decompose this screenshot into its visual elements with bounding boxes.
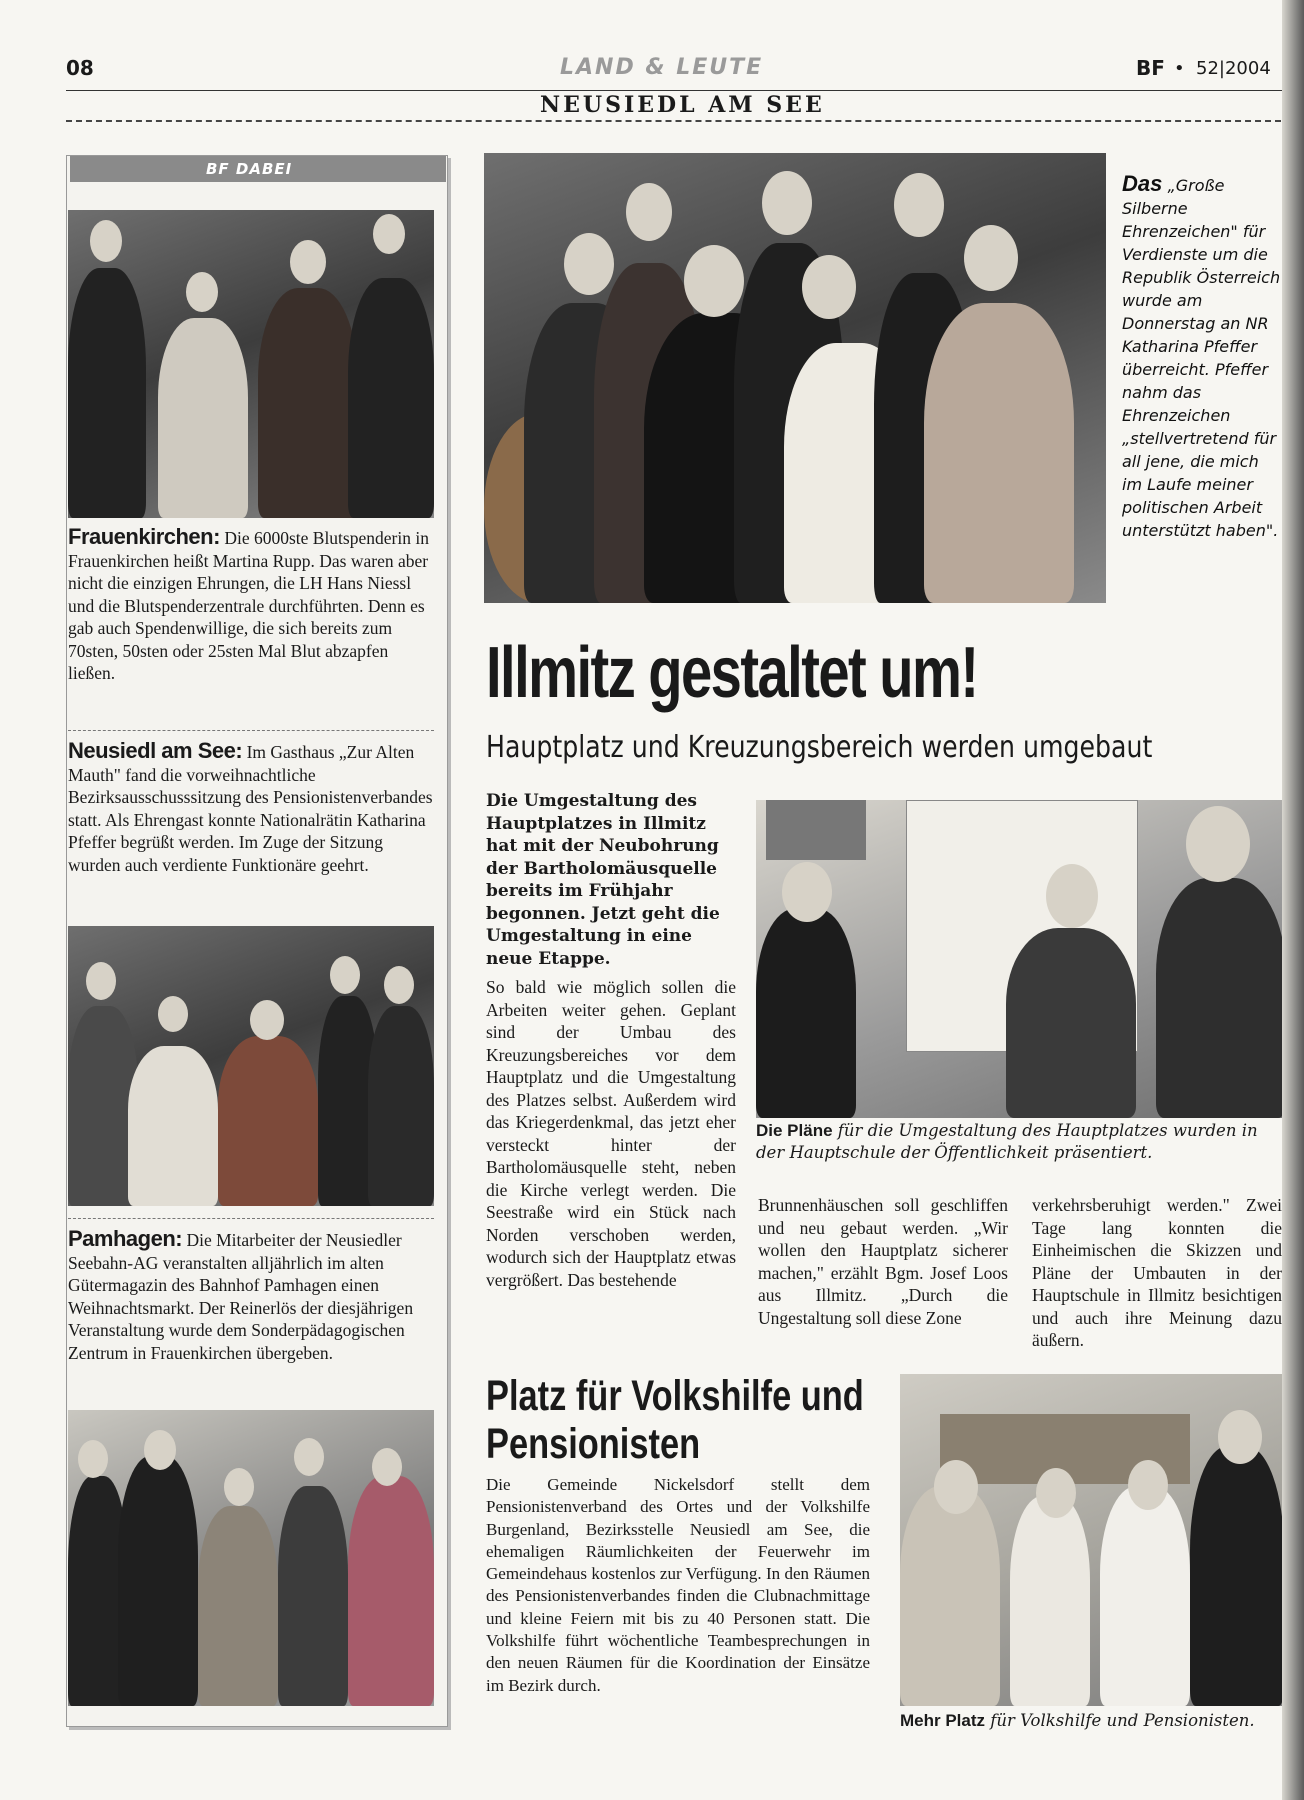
- page-edge-shadow: [1282, 0, 1304, 1800]
- sidebar-separator: [68, 1218, 434, 1219]
- sidebar-item-text: Im Gasthaus „Zur Alten Mauth" fand die vorweihnachtliche Bezirksausschusssitzung des Pensionistenverbandes statt. Als Ehrengast konnte Nationalrätin Katharina Pfeffer begrüßt werden. Im Zuge der Sitzung wurden auch verdiente Funktionäre geehrt.: [68, 742, 433, 875]
- caption-lead: Das: [1122, 171, 1163, 196]
- caption-text: für die Umgestaltung des Hauptplatzes wurden in der Hauptschule der Öffentlichkeit präsentiert.: [756, 1121, 1258, 1162]
- photo-frauenkirchen: [68, 210, 434, 518]
- caption-plans: [756, 1120, 1276, 1164]
- caption-text: für Volkshilfe und Pensionisten.: [990, 1711, 1255, 1730]
- column-text: verkehrsberuhigt werden." Zwei Tage lang konnten die Einheimischen die Skizzen und Pläne der Umbauten in der Hauptschule in Illmitz besichtigen und auch ihre Meinung dazu äußern.: [1032, 1195, 1282, 1350]
- photo-neusiedl: [68, 926, 434, 1206]
- photo-ehrenzeichen: [484, 153, 1106, 603]
- photo-nickelsdorf: [900, 1374, 1284, 1706]
- sidebar-label: BF DABEI: [70, 156, 446, 182]
- place-heading: NEUSIEDL AM SEE: [540, 92, 825, 118]
- sidebar-item-pamhagen: [68, 1228, 438, 1364]
- sidebar-item-neusiedl: [68, 740, 438, 876]
- caption-lead: Die Pläne: [756, 1121, 833, 1140]
- headline-nickelsdorf: [486, 1372, 864, 1468]
- photo-pamhagen: [68, 1410, 434, 1706]
- article-text: Die Gemeinde Nickelsdorf stellt dem Pensionistenverband des Ortes und der Volkshilfe Burgenland, Bezirksstelle Neusiedl am See, die ehemaligen Räumlichkeiten der Feuerwehr im Gemeindehaus kostenlos zur Verfügung. In den Räumen des Pensionistenverbandes finden die Clubnachmittage und kleine Feiern mit bis zu 40 Personen statt. Die Volkshilfe führt wöchentliche Teambesprechungen in den neuen Räumen für die Koordination der Einsätze im Bezirk durch.: [486, 1475, 870, 1695]
- header-bullet: •: [1174, 58, 1185, 79]
- sidebar-item-lead: Neusiedl am See:: [68, 738, 243, 763]
- column-illmitz-1: [486, 976, 736, 1291]
- sidebar-item-text: Die Mitarbeiter der Neusiedler Seebahn-AG veranstalten alljährlich im alten Gütermagazin des Bahnhof Pamhagen einen Weihnachtsmarkt. Der Reinerlös der diesjährigen Veranstaltung wurde dem Sonderpädagogischen Zentrum in Frauenkirchen übergeben.: [68, 1230, 414, 1363]
- caption-text: „Große Silberne Ehrenzeichen" für Verdienste um die Republik Österreich wurde am Donnerstag an NR Katharina Pfeffer überreicht. Pfeffer nahm das Ehrenzeichen „stellvertretend für all jene, die mich im Laufe meiner politischen Arbeit unterstützt haben".: [1122, 176, 1281, 540]
- photo-plans: [756, 800, 1286, 1118]
- subhead-illmitz: Hauptplatz und Kreuzungsbereich werden umgebaut: [486, 730, 1153, 765]
- caption-nickelsdorf: [900, 1710, 1284, 1732]
- header-rule: [66, 90, 1291, 91]
- column-illmitz-2: [758, 1194, 1008, 1329]
- column-text: So bald wie möglich sollen die Arbeiten weiter gehen. Geplant sind der Umbau des Kreuzungsbereiches vor dem Hauptplatz und die Umgestaltung des Platzes selbst. Außerdem wird das Kriegerdenkmal, das jetzt eher versteckt hinter der Bartholomäusquelle steht, neben die Kirche verlegt werden. Die Seestraße wird ein Stück nach Norden verschoben werden, wodurch sich der Hauptplatz etwas vergrößert. Das bestehende: [486, 977, 736, 1290]
- caption-ehrenzeichen: [1122, 172, 1282, 542]
- column-illmitz-3: [1032, 1194, 1282, 1352]
- issue-number: 52|2004: [1196, 58, 1271, 79]
- headline-line: Pensionisten: [486, 1420, 701, 1468]
- intro-text: Die Umgestaltung des Hauptplatzes in Illmitz hat mit der Neubohrung der Bartholomäusquelle bereits im Frühjahr begonnen. Jetzt geht die Umgestaltung in eine neue Etappe.: [486, 791, 720, 969]
- sidebar-separator: [68, 730, 434, 731]
- headline-illmitz: Illmitz gestaltet um!: [486, 633, 978, 713]
- column-text: Brunnenhäuschen soll geschliffen und neu gebaut werden. „Wir wollen den Hauptplatz sicherer machen," erzählt Bgm. Josef Loos aus Illmitz. „Durch die Ungestaltung soll diese Zone: [758, 1195, 1008, 1328]
- article-nickelsdorf: [486, 1474, 870, 1697]
- sidebar-item-lead: Pamhagen:: [68, 1226, 183, 1251]
- page-number: 08: [66, 56, 94, 80]
- headline-line: Platz für Volkshilfe und: [486, 1372, 864, 1420]
- sidebar-item-frauenkirchen: [68, 526, 438, 685]
- sidebar-item-text: Die 6000ste Blutspenderin in Frauenkirchen heißt Martina Rupp. Das waren aber nicht die einzigen Ehrungen, die LH Hans Niessl und die Blutspenderzentrale durchführten. Denn es gab auch Spendenwillige, die sich bereits zum 70sten, 50sten oder 25sten Mal Blut abzapfen ließen.: [68, 528, 429, 683]
- caption-lead: Mehr Platz: [900, 1711, 986, 1730]
- header-divider: [66, 120, 1291, 122]
- section-title: LAND & LEUTE: [560, 55, 764, 80]
- paper-name: BF: [1136, 56, 1165, 80]
- intro-illmitz: [486, 790, 736, 970]
- sidebar-item-lead: Frauenkirchen:: [68, 524, 220, 549]
